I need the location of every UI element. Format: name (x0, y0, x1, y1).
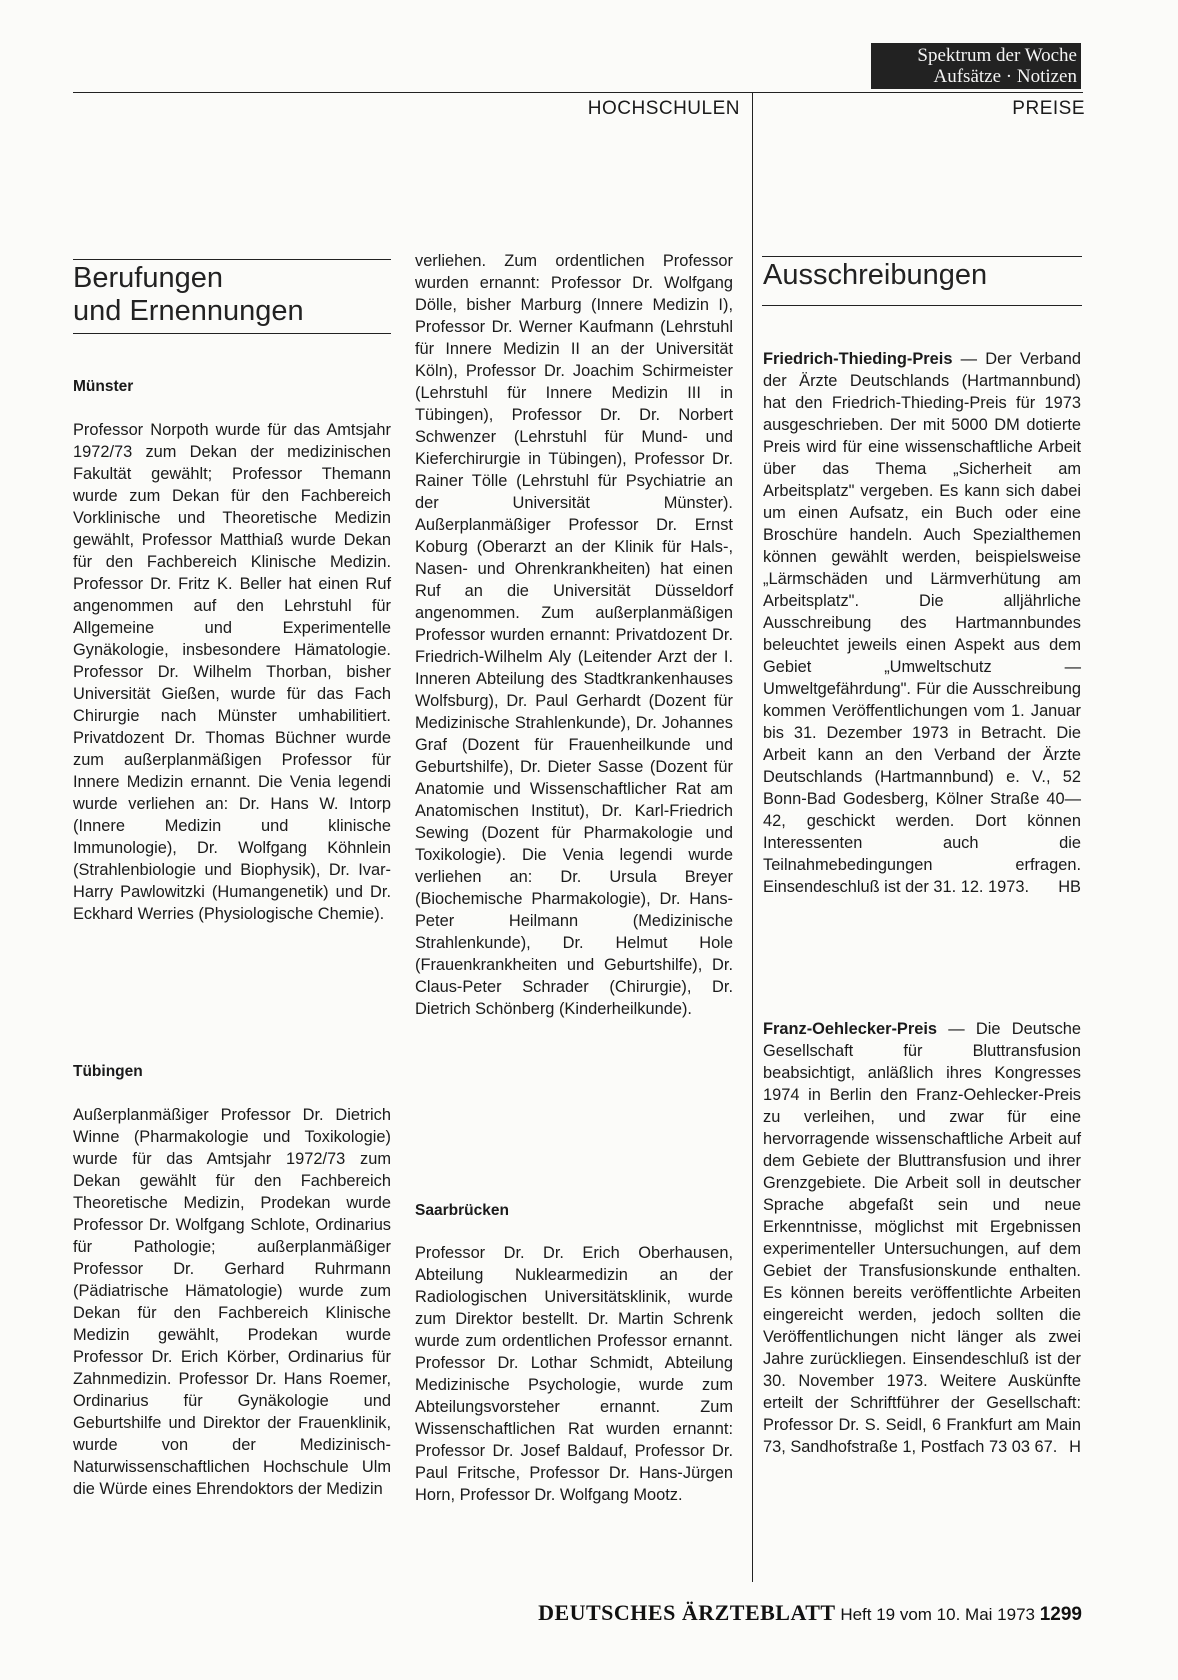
appointments-continued-paragraph: verliehen. Zum ordentlichen Professor wurden ernannt: Professor Dr. Wolfgang Dölle, bisher Marburg (Innere Medizin I), Professor Dr. Werner Kaufmann (Lehrstuhl für Innere Medizin II an der Universität Köln), Professor Dr. Joachim Schirmeister (Lehrstuhl für Innere Medizin III in Tübingen), Professor Dr. Dr. Norbert Schwenzer (Lehrstuhl für Mund- und Kieferchirurgie in Tübingen), Professor Dr. Rainer Tölle (Lehrstuhl für Psychiatrie an der Universität Münster). Außerplanmäßiger Professor Dr. Ernst Koburg (Oberarzt an der Klinik für Hals-, Nasen- und Ohrenkrankheiten) hat einen Ruf an die Universität Düsseldorf angenommen. Zum außerplanmäßigen Professor wurden ernannt: Privatdozent Dr. Friedrich-Wilhelm Aly (Leitender Arzt der I. Inneren Abteilung des Stadtkrankenhauses Wolfsburg), Dr. Paul Gerhardt (Dozent für Medizinische Strahlenkunde), Dr. Johannes Graf (Dozent für Frauenheilkunde und Geburtshilfe), Dr. Dieter Sasse (Dozent für Anatomie und Wissenschaftlicher Rat am Anatomischen Institut), Dr. Karl-Friedrich Sewing (Dozent für Pharmakologie und Toxikologie). Die Venia legendi wurde verliehen an: Dr. Ursula Breyer (Biochemische Pharmakologie), Dr. Hans-Peter Heilmann (Medizinische Strahlenkunde), Dr. Helmut Hole (Frauenkrankheiten und Geburtshilfe), Dr. Claus-Peter Schrader (Chirurgie), Dr. Dietrich Schönberg (Kinderheilkunde). (415, 252, 733, 1018)
title-rule-bottom (73, 333, 391, 334)
footer-magazine: DEUTSCHES ÄRZTEBLATT (538, 1600, 836, 1625)
subheading-tuebingen: Tübingen (73, 1063, 143, 1080)
oehlecker-prize-signature: H (1069, 1438, 1081, 1456)
footer (538, 1600, 1082, 1626)
subheading-muenster: Münster (73, 378, 134, 395)
oehlecker-prize-text: — Die Deutsche Gesellschaft für Bluttransfusion beabsichtigt, anläßlich ihres Kongresses 1974 in Berlin den Franz-Oehlecker-Preis zu verleihen, und zwar für eine hervorragende wissenschaftliche Arbeit auf dem Gebiete der Bluttransfusion und ihrer Grenzgebiete. Die Arbeit soll in deutscher Sprache abgefaßt sein und neue Erkenntnisse, möglichst mit Ergebnissen experimenteller Untersuchungen, auf dem Gebiet der Transfusionskunde enthalten. Es können bereits veröffentlichte Arbeiten eingereicht werden, jedoch sollten die Veröffentlichungen nicht länger als zwei Jahre zurückliegen. Einsendeschluß ist der 30. November 1973. Weitere Auskünfte erteilt der Schriftführer der Gesellschaft: Professor Dr. S. Seidl, 6 Frankfurt am Main 73, Sandhofstraße 1, Postfach 73 03 67. (763, 1020, 1081, 1456)
thieding-prize-signature: HB (1058, 878, 1081, 896)
footer-issue: Heft 19 vom 10. Mai 1973 (840, 1605, 1035, 1624)
column-divider (752, 92, 753, 1582)
thieding-prize-text: — Der Verband der Ärzte Deutschlands (Hartmannbund) hat den Friedrich-Thieding-Preis für 1973 ausgeschrieben. Der mit 5000 DM dotierte Preis wird für eine wissenschaftliche Arbeit über das Thema „Sicherheit am Arbeitsplatz" vergeben. Es kann sich dabei um einen Aufsatz, ein Buch oder eine Broschüre handeln. Auch Spezialthemen können gewählt werden, beispielsweise „Lärmschäden und Lärmverhütung am Arbeitsplatz". Die alljährliche Ausschreibung des Hartmannbundes beleuchtet jeweils einen Aspekt aus dem Gebiet „Umweltschutz — Umweltgefährdung". Für die Ausschreibung kommen Veröffentlichungen vom 1. Januar bis 31. Dezember 1973 in Betracht. Die Arbeit kann an den Verband der Ärzte Deutschlands (Hartmannbund) e. V., 52 Bonn-Bad Godesberg, Kölner Straße 40—42, geschickt werden. Dort können Interessenten auch die Teilnahmebedingungen erfragen. Einsendeschluß ist der 31. 12. 1973. (763, 350, 1081, 896)
subheading-saarbruecken: Saarbrücken (415, 1202, 509, 1219)
oehlecker-prize-paragraph (763, 1018, 1081, 1458)
badge-line-1: Spektrum der Woche (917, 45, 1077, 66)
page-title (73, 262, 304, 328)
ausschreibungen-rule-bottom (762, 305, 1082, 306)
thieding-prize-name: Friedrich-Thieding-Preis (763, 350, 953, 368)
tuebingen-paragraph: Außerplanmäßiger Professor Dr. Dietrich Winne (Pharmakologie und Toxikologie) wurde für das Amtsjahr 1972/73 zum Dekan gewählt für den Fachbereich Theoretische Medizin, Prodekan wurde Professor Dr. Wolfgang Schlote, Ordinarius für Pathologie; außerplanmäßiger Professor Dr. Gerhard Ruhrmann (Pädiatrische Hämatologie) wurde zum Dekan für den Fachbereich Klinische Medizin gewählt, Prodekan wurde Professor Dr. Erich Körber, Ordinarius für Zahnmedizin. Professor Dr. Hans Roemer, Ordinarius für Gynäkologie und Geburtshilfe und Direktor der Frauenklinik, wurde von der Medizinisch-Naturwissenschaftlichen Hochschule Ulm die Würde eines Ehrendoktors der Medizin (73, 1106, 391, 1498)
page-title-line-2: und Ernennungen (73, 295, 304, 327)
section-label-hochschulen: HOCHSCHULEN (587, 98, 740, 119)
section-badge (871, 43, 1081, 89)
page-title-line-1: Berufungen (73, 262, 223, 294)
muenster-paragraph: Professor Norpoth wurde für das Amtsjahr 1972/73 zum Dekan der medizinischen Fakultät gewählt; Professor Themann wurde zum Dekan für den Fachbereich Vorklinische und Theoretische Medizin gewählt, Professor Matthiaß wurde Dekan für den Fachbereich Klinische Medizin. Professor Dr. Fritz K. Beller hat einen Ruf angenommen auf den Lehrstuhl für Allgemeine und Experimentelle Gynäkologie, insbesondere Hämatologie. Professor Dr. Wilhelm Thorban, bisher Universität Gießen, wurde für das Fach Chirurgie nach Münster umhabilitiert. Privatdozent Dr. Thomas Büchner wurde zum außerplanmäßigen Professor für Innere Medizin ernannt. Die Venia legendi wurde verliehen an: Dr. Hans W. Intorp (Innere Medizin und klinische Immunologie), Dr. Wolfgang Köhnlein (Strahlenbiologie und Biophysik), Dr. Ivar-Harry Pawlowitzki (Humangenetik) und Dr. Eckhard Werries (Physiologische Chemie). (73, 421, 391, 923)
thieding-prize-paragraph (763, 348, 1081, 898)
ausschreibungen-rule-top (762, 256, 1082, 257)
ausschreibungen-title: Ausschreibungen (763, 259, 988, 291)
footer-page-number: 1299 (1039, 1604, 1082, 1625)
oehlecker-prize-name: Franz-Oehlecker-Preis (763, 1020, 937, 1038)
header-rule (73, 92, 1083, 93)
saarbruecken-paragraph: Professor Dr. Dr. Erich Oberhausen, Abteilung Nuklearmedizin an der Radiologischen Universitätsklinik, wurde zum Direktor bestellt. Dr. Martin Schrenk wurde zum ordentlichen Professor ernannt. Professor Dr. Lothar Schmidt, Abteilung Medizinische Psychologie, wurde zum Abteilungsvorsteher ernannt. Zum Wissenschaftlichen Rat wurden ernannt: Professor Dr. Josef Baldauf, Professor Dr. Paul Fritsche, Professor Dr. Hans-Jürgen Horn, Professor Dr. Wolfgang Mootz. (415, 1244, 733, 1504)
badge-line-2: Aufsätze · Notizen (933, 66, 1077, 87)
title-rule-top (73, 259, 391, 260)
section-label-preise: PREISE (1012, 98, 1085, 119)
